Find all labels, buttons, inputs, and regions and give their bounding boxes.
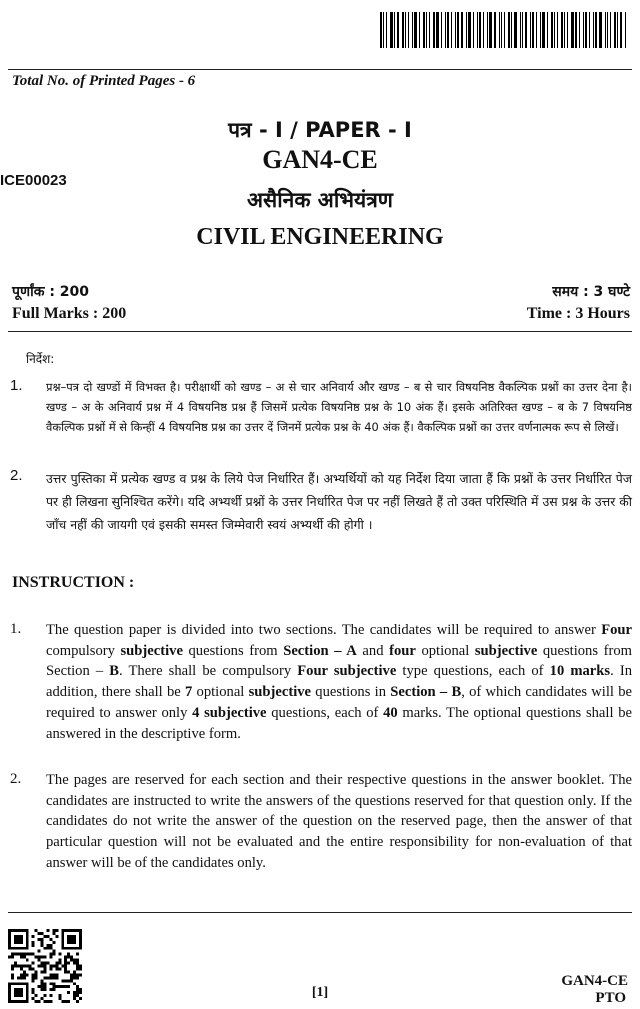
barcode-bar [522,12,523,48]
barcode-bar [595,12,597,48]
hindi-item-1-text: प्रश्न–पत्र दो खण्डों में विभक्त है। परीक्षार्थी को खण्ड – अ से चार अनिवार्य और खण्ड – ब से चार विषयनिष्ठ वैकल्पिक प्रश्नों का उत्तर देना है। खण्ड – अ के अनिवार्य प्रश्न में 4 विषयनिष्ठ प्रश्न हैं जिसमें प्रत्येक विषयनिष्ठ प्रश्न के 10 अंक हैं। इसके अतिरिक्त खण्ड – ब के 7 विषयनिष्ठ वैकल्पिक प्रश्नों में से किन्हीं 4 विषयनिष्ठ प्रश्न का उत्तर दें जिनमें प्रत्येक प्रश्न के 40 अंक हैं। वैकल्पिक प्रश्नों का उत्तर वर्णनात्मक रूप से लिखें। [46,380,632,434]
barcode-bar [536,12,537,48]
barcode-bar [520,12,521,48]
marks-hindi: पूर्णांक : 200 [12,284,90,300]
english-item-1-number: 1. [10,621,22,637]
paper-code: GAN4-CE [262,145,378,174]
barcode-bar [532,12,534,48]
barcode-bar [551,12,553,48]
barcode-bar [466,12,467,48]
barcode-bar [508,12,510,48]
barcode-bar [383,12,384,48]
time-english: Time : 3 Hours [526,305,630,322]
id-code: ICE00023 [0,172,67,189]
barcode-bar [579,12,580,48]
barcode-bar [426,12,427,48]
barcode-bar [589,12,590,48]
barcode-bar [554,12,555,48]
english-item-2-text: The pages are reserved for each section and their respective questions in the answer booklet. The candidates are instructed to write the answers of the questions reserved for that question only. If the candidates do not write the answer of the question on the reserved page, then the answer of that particular question will not be evaluated and the entire responsibility for non-evaluation of that answer will be of the candidates only. [46,772,632,871]
barcode-bar [457,12,459,48]
barcode-bar [547,12,548,48]
barcode-bar [610,12,611,48]
barcode-bar [504,12,505,48]
barcode-bar [575,12,577,48]
paper-title: पत्र - I / PAPER - I [228,118,412,142]
barcode-bar [436,12,439,48]
barcode-bar [499,12,500,48]
barcode-bar [564,12,565,48]
barcode-bar [473,12,474,48]
barcode-bar [386,12,387,48]
barcode-bar [433,12,435,48]
barcode-bar [477,12,478,48]
barcode-bar [461,12,463,48]
subject-hindi: असैनिक अभियंत्रण [247,188,393,212]
hindi-item-2-number: 2. [10,467,23,484]
barcode-bar [402,12,404,48]
barcode-bar [540,12,541,48]
barcode-bar [487,12,488,48]
barcode-bar [441,12,442,48]
barcode-bar [593,12,594,48]
total-pages: Total No. of Printed Pages - 6 [12,73,196,89]
barcode-bar [408,12,409,48]
barcode-bar [599,12,602,48]
barcode-bar [423,12,425,48]
barcode-bar [394,12,395,48]
barcode-bar [571,12,574,48]
barcode-bar [542,12,545,48]
barcode [380,12,632,48]
time-hindi: समय : 3 घण्टे [552,284,630,300]
barcode-bar [614,12,616,48]
barcode-bar [585,12,587,48]
barcode-bar [455,12,456,48]
barcode-bar [567,12,568,48]
page-number: [1] [311,985,329,1000]
english-item-2-number: 2. [10,771,22,787]
subject-english: CIVIL ENGINEERING [196,224,444,250]
barcode-bar [605,12,606,48]
marks-english: Full Marks : 200 [12,305,127,322]
barcode-bar [447,12,449,48]
barcode-bar [414,12,417,48]
barcode-bar [501,12,502,48]
barcode-bar [607,12,608,48]
footer-pto: PTO [595,990,626,1006]
barcode-bar [514,12,517,48]
barcode-bar [489,12,492,48]
barcode-bar [412,12,413,48]
barcode-bar [483,12,484,48]
hindi-item-2-text: उत्तर पुस्तिका में प्रत्येक खण्ड व प्रश्न के लिये पेज निर्धारित हैं। अभ्यर्थियों को यह निर्देश दिया जाता हैं कि प्रश्नों के उत्तर निर्धारित पेज पर ही लिखना सुनिश्चित करेंगे। यदि अभ्यर्थी प्रश्नों के उत्तर निर्धारित पेज पर नहीं लिखते हैं तो उक्त परिस्थिति में उस प्रश्न के उत्तर की जाँच नहीं की जायगी एवं इसकी समस्त जिम्मेवारी स्वयं अभ्यर्थी की होगी । [46,471,632,532]
footer-rule [8,912,632,913]
barcode-bar [583,12,584,48]
instruction-heading: INSTRUCTION : [12,574,135,591]
barcode-bar [451,12,452,48]
barcode-bar [525,12,527,48]
barcode-bar [390,12,393,48]
barcode-bar [617,12,618,48]
hindi-instructions-heading: निर्देश: [26,352,55,366]
barcode-bar [511,12,512,48]
barcode-bar [468,12,471,48]
barcode-bar [530,12,531,48]
barcode-bar [620,12,622,48]
top-rule [8,69,632,70]
barcode-bar [479,12,481,48]
barcode-bar [419,12,420,48]
barcode-bar [494,12,496,48]
barcode-bar [405,12,406,48]
barcode-bar [445,12,446,48]
hindi-item-1-number: 1. [10,377,23,394]
barcode-bar [429,12,430,48]
barcode-bar [561,12,563,48]
footer-code: GAN4-CE [561,973,628,989]
barcode-bar [380,12,382,48]
barcode-bar [557,12,558,48]
barcode-bar [397,12,399,48]
meta-rule [8,331,632,332]
barcode-bar [625,12,626,48]
english-item-1-text: The question paper is divided into two sections. The candidates will be required to answer Four compulsory subjective questions from Section – A and four optional subjective questions from Section – B. There shall be compulsory Four subjective type questions, each of 10 marks. In addition, there shall be 7 optional subjective questions in Section – B, of which candidates will be required to answer only 4 subjective questions, each of 40 marks. The optional questions shall be answered in the descriptive form. [46,622,632,742]
